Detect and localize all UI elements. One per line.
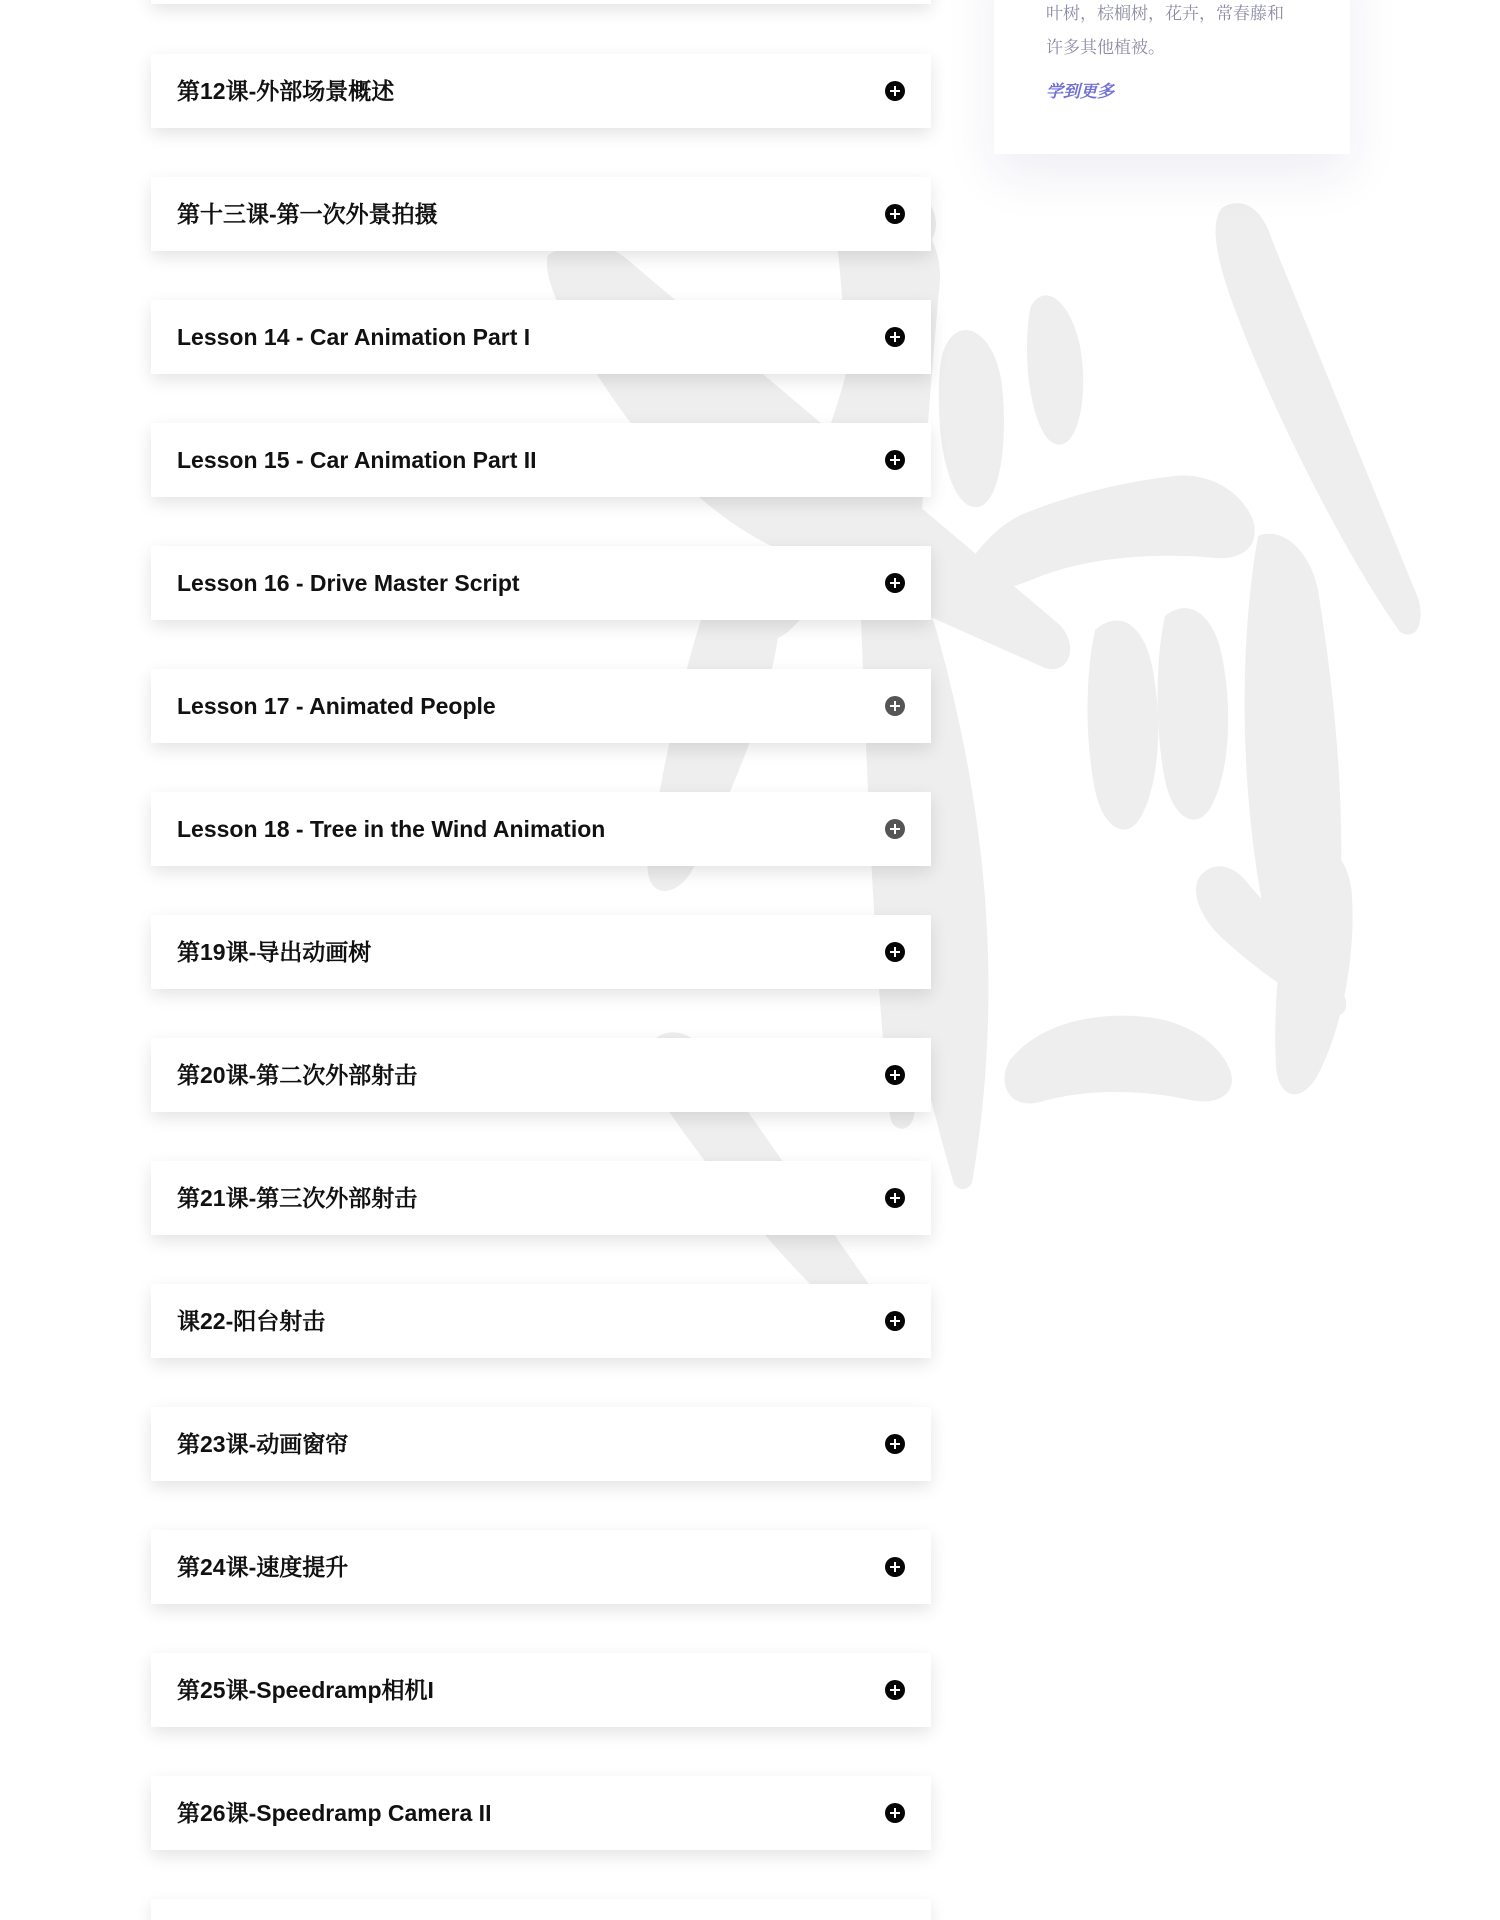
lesson-row[interactable]: [151, 1653, 931, 1727]
plus-circle-icon[interactable]: [885, 1188, 905, 1208]
lesson-title: 课22-阳台射击: [177, 1308, 326, 1334]
plus-circle-icon[interactable]: [885, 450, 905, 470]
lesson-title: 第24课-速度提升: [177, 1554, 349, 1580]
lesson-title: 第21课-第三次外部射击: [177, 1185, 418, 1211]
plus-circle-icon[interactable]: [885, 204, 905, 224]
lesson-title: Lesson 16 - Drive Master Script: [177, 570, 520, 596]
lesson-title: Lesson 18 - Tree in the Wind Animation: [177, 816, 606, 842]
plus-circle-icon[interactable]: [885, 81, 905, 101]
lesson-row[interactable]: [151, 54, 931, 128]
plus-circle-icon[interactable]: [885, 696, 905, 716]
lesson-title: 第12课-外部场景概述: [177, 78, 395, 104]
card-text-line: 许多其他植被。: [1046, 38, 1165, 57]
plus-circle-icon[interactable]: [885, 1065, 905, 1085]
lesson-row[interactable]: [151, 1407, 931, 1481]
lesson-row[interactable]: [151, 915, 931, 989]
lesson-row[interactable]: [151, 1899, 931, 1920]
sidebar-info-card: [994, 0, 1350, 154]
lesson-row[interactable]: [151, 792, 931, 866]
plus-circle-icon[interactable]: [885, 942, 905, 962]
lesson-row[interactable]: [151, 546, 931, 620]
lesson-row[interactable]: [151, 177, 931, 251]
lesson-row[interactable]: [151, 423, 931, 497]
lesson-title: Lesson 14 - Car Animation Part I: [177, 324, 531, 350]
lesson-title: 第25课-Speedramp相机I: [177, 1677, 434, 1703]
lesson-row[interactable]: [151, 1776, 931, 1850]
card-text-line: 叶树，棕榈树，花卉，常春藤和: [1046, 4, 1284, 23]
plus-circle-icon[interactable]: [885, 1680, 905, 1700]
plus-circle-icon[interactable]: [885, 1311, 905, 1331]
lesson-row[interactable]: [151, 1038, 931, 1112]
lesson-title: 第23课-动画窗帘: [177, 1431, 349, 1457]
lesson-row[interactable]: [151, 1284, 931, 1358]
plus-circle-icon[interactable]: [885, 819, 905, 839]
lesson-title: Lesson 15 - Car Animation Part II: [177, 447, 537, 473]
learn-more-link[interactable]: 学到更多: [1046, 82, 1114, 101]
lesson-title: Lesson 17 - Animated People: [177, 693, 496, 719]
lesson-row[interactable]: [151, 0, 931, 4]
plus-circle-icon[interactable]: [885, 327, 905, 347]
lesson-row[interactable]: [151, 300, 931, 374]
card-description: [1046, 0, 1306, 65]
plus-circle-icon[interactable]: [885, 1434, 905, 1454]
lesson-title: 第19课-导出动画树: [177, 939, 372, 965]
lesson-row[interactable]: [151, 669, 931, 743]
lesson-title: 第十三课-第一次外景拍摄: [177, 201, 438, 227]
lesson-row[interactable]: [151, 1530, 931, 1604]
plus-circle-icon[interactable]: [885, 1803, 905, 1823]
plus-circle-icon[interactable]: [885, 1557, 905, 1577]
lesson-title: 第26课-Speedramp Camera II: [177, 1800, 492, 1826]
lesson-row[interactable]: [151, 1161, 931, 1235]
lesson-title: 第20课-第二次外部射击: [177, 1062, 418, 1088]
plus-circle-icon[interactable]: [885, 573, 905, 593]
